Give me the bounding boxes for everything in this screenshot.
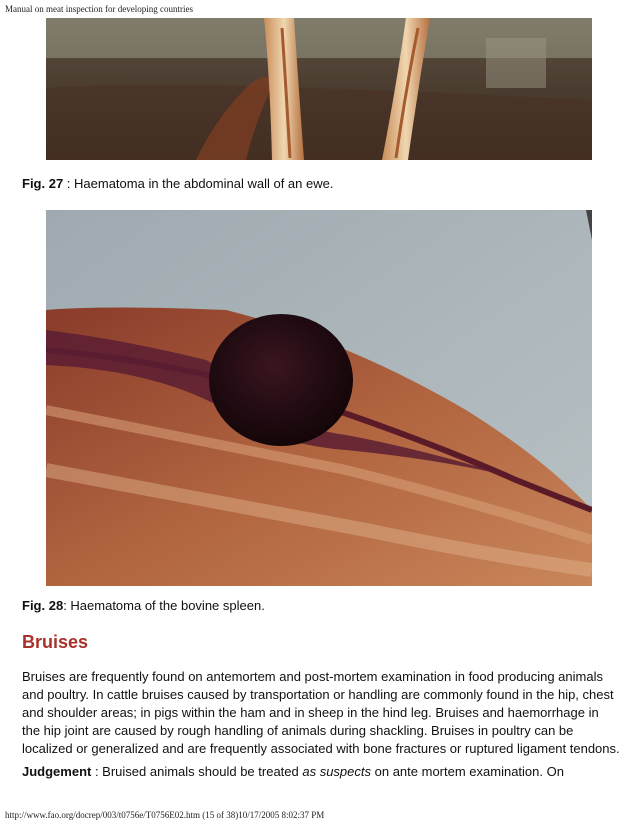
figure-28-label: Fig. 28 bbox=[22, 598, 64, 613]
judgement-emphasis: as suspects bbox=[302, 764, 372, 779]
judgement-paragraph bbox=[22, 763, 620, 781]
judgement-text-end: on ante mortem examination. On bbox=[371, 764, 564, 779]
figure-27-caption-text: : Haematoma in the abdominal wall of an ewe. bbox=[63, 176, 334, 191]
figure-28-caption-text: : Haematoma of the bovine spleen. bbox=[63, 598, 265, 613]
judgement-label: Judgement bbox=[22, 764, 92, 779]
judgement-text: : Bruised animals should be treated bbox=[91, 764, 303, 779]
figure-27-label: Fig. 27 bbox=[22, 176, 64, 191]
page-footer-url: http://www.fao.org/docrep/003/t0756e/T0756E02.htm (15 of 38)10/17/2005 8:02:37 PM bbox=[5, 810, 325, 820]
figure-27-caption bbox=[22, 176, 333, 191]
figure-28-photo bbox=[46, 210, 592, 586]
section-heading-bruises: Bruises bbox=[22, 632, 89, 652]
bruises-paragraph: Bruises are frequently found on antemortem and post-mortem examination in food producing animals and poultry. In cattle bruises caused by transportation or handling are commonly found in the hip, chest and shoulder areas; in pigs within the ham and in sheep in the hind leg. Bruises and haemorrhage in the hip joint are caused by rough handling of animals during shackling. Bruises in poultry can be localized or generalized and are frequently associated with bone fractures or ruptured ligament tendons. bbox=[22, 669, 620, 756]
figure-27-photo bbox=[46, 18, 592, 160]
figure-28-caption bbox=[22, 598, 265, 613]
page-header: Manual on meat inspection for developing countries bbox=[5, 4, 193, 14]
